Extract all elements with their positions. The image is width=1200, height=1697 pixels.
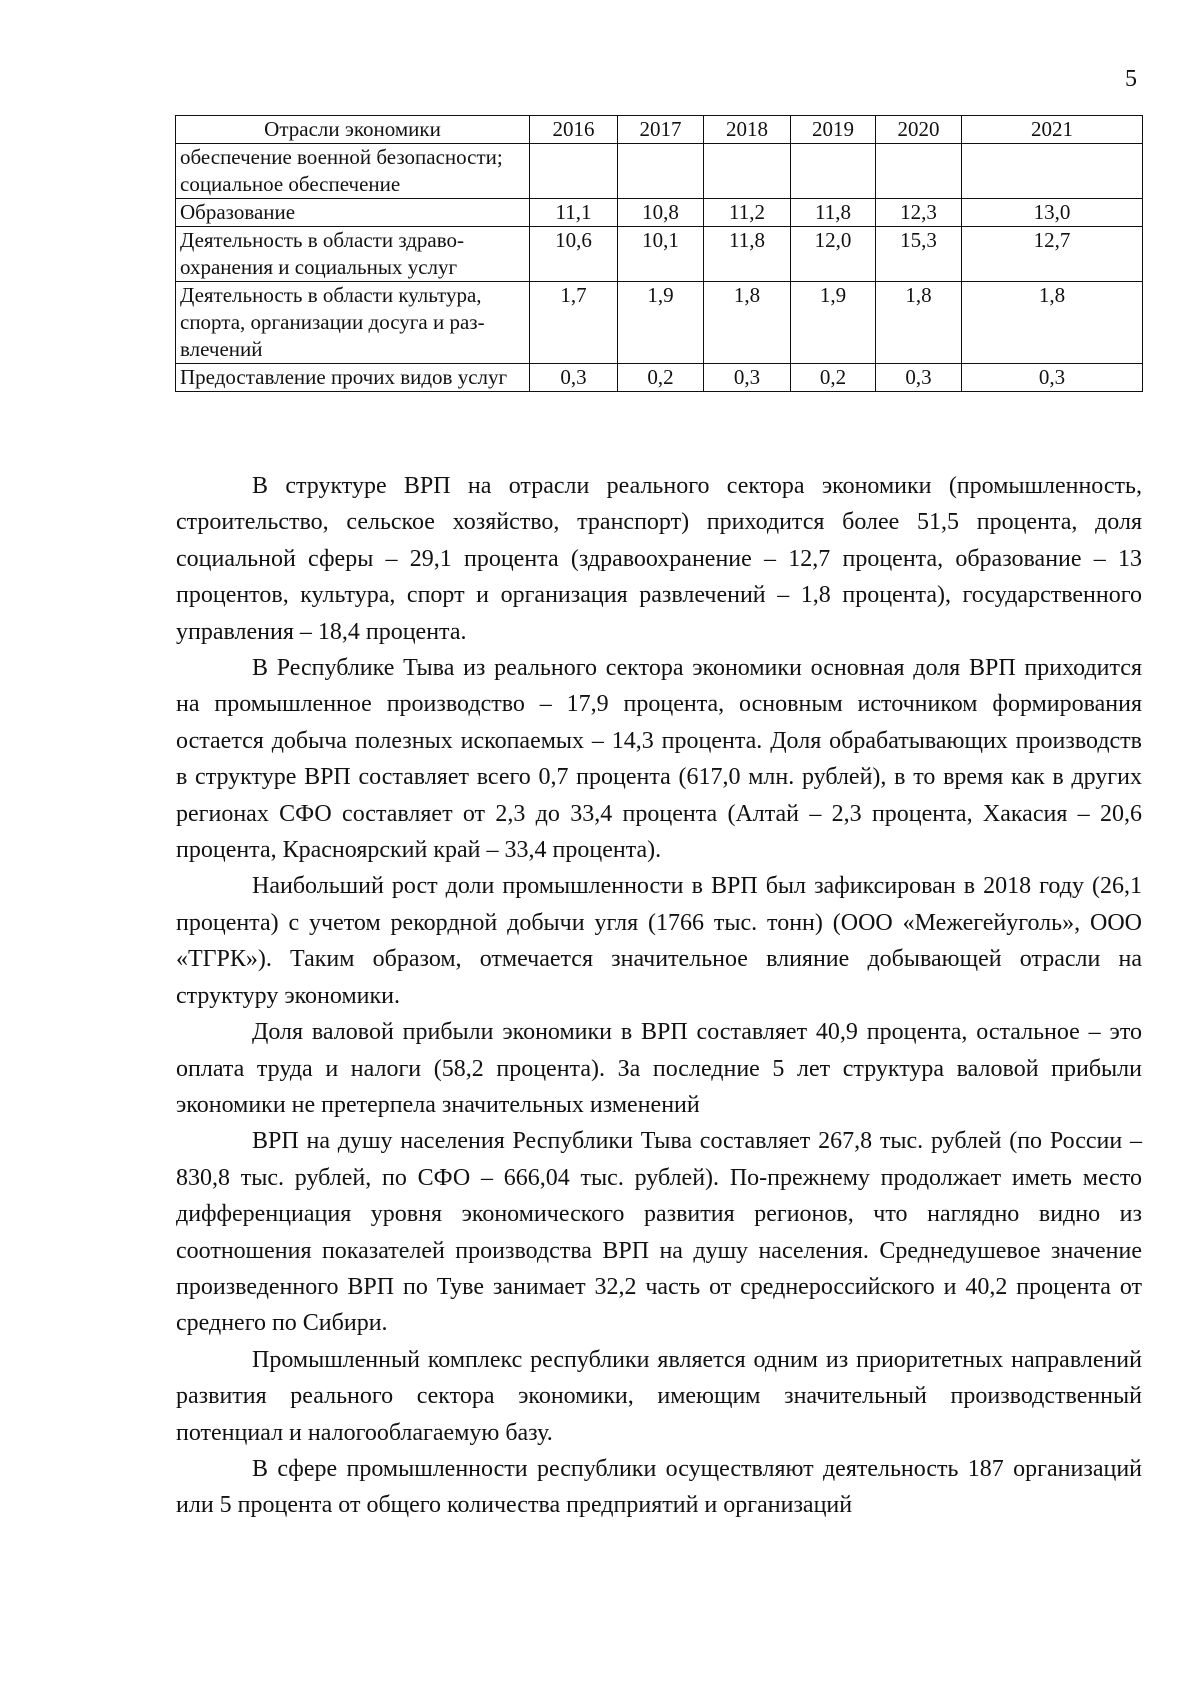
sector-share-table — [175, 115, 1143, 392]
cell-value: 13,0 — [962, 199, 1143, 227]
header-year: 2018 — [704, 116, 791, 144]
cell-value — [618, 144, 704, 199]
cell-value: 0,2 — [791, 364, 876, 392]
table-row — [176, 144, 1143, 199]
cell-value: 0,2 — [618, 364, 704, 392]
paragraph: Промышленный комплекс республики является одним из приоритетных направлений развития реального сектора экономики, имеющим значительный производственный потенциал и налогооблагаемую базу. — [176, 1346, 1142, 1446]
cell-value: 1,8 — [962, 282, 1143, 364]
header-year: 2019 — [791, 116, 876, 144]
cell-value: 0,3 — [876, 364, 962, 392]
paragraph: В сфере промышленности республики осуществляют деятельность 187 организаций или 5 процента от общего количества предприятий и организаций — [176, 1455, 1142, 1519]
row-label: обеспечение военной безопасности; социальное обеспечение — [176, 144, 530, 199]
header-year: 2020 — [876, 116, 962, 144]
header-year: 2016 — [530, 116, 618, 144]
paragraph: Наибольший рост доли промышленности в ВРП был зафиксирован в 2018 году (26,1 процента) с учетом рекордной добычи угля (1766 тыс. тонн) (ООО «Межегейуголь», ООО «ТГРК»). Таким образом, отмечается значительное влияние добывающей отрасли на структуру экономики. — [176, 873, 1142, 1009]
cell-value: 12,0 — [791, 227, 876, 282]
paragraph: ВРП на душу населения Республики Тыва составляет 267,8 тыс. рублей (по России – 830,8 тыс. рублей, по СФО – 666,04 тыс. рублей). По-прежнему продолжает иметь место дифференциация уровня экономического развития регионов, что наглядно видно из соотношения показателей производства ВРП на душу населения. Среднедушевое значение произведенного ВРП по Туве занимает 32,2 часть от среднероссийского и 40,2 процента от среднего по Сибири. — [176, 1128, 1142, 1337]
cell-value: 11,2 — [704, 199, 791, 227]
table-header-row — [176, 116, 1143, 144]
cell-value: 0,3 — [530, 364, 618, 392]
paragraph: Доля валовой прибыли экономики в ВРП составляет 40,9 процента, остальное – это оплата труда и налоги (58,2 процента). За последние 5 лет структура валовой прибыли экономики не претерпела значительных изменений — [176, 1019, 1142, 1118]
row-label: Деятельность в области здраво-охранения и социальных услуг — [176, 227, 530, 282]
page-number: 5 — [1125, 66, 1137, 92]
paragraph: В Республике Тыва из реального сектора экономики основная доля ВРП приходится на промышленное производство – 17,9 процента, основным источником формирования остается добыча полезных ископаемых – 14,3 процента. Доля обрабатывающих производств в структуре ВРП составляет всего 0,7 процента (617,0 млн. рублей), в то время как в других регионах СФО составляет от 2,3 до 33,4 процента (Алтай – 2,3 процента, Хакасия – 20,6 процента, Красноярский край – 33,4 процента). — [176, 655, 1142, 864]
table-row — [176, 282, 1143, 364]
cell-value — [704, 144, 791, 199]
cell-value: 10,6 — [530, 227, 618, 282]
header-sector: Отрасли экономики — [176, 116, 530, 144]
cell-value: 0,3 — [962, 364, 1143, 392]
cell-value: 15,3 — [876, 227, 962, 282]
cell-value: 1,9 — [618, 282, 704, 364]
table-row — [176, 364, 1143, 392]
paragraph: В структуре ВРП на отрасли реального сектора экономики (промышленность, строительство, сельское хозяйство, транспорт) приходится более 51,5 процента, доля социальной сферы – 29,1 процента (здравоохранение – 12,7 процента, образование – 13 процентов, культура, спорт и организация развлечений – 1,8 процента), государственного управления – 18,4 процента. — [176, 473, 1142, 645]
row-label: Предоставление прочих видов услуг — [176, 364, 530, 392]
cell-value: 12,3 — [876, 199, 962, 227]
cell-value: 11,8 — [704, 227, 791, 282]
cell-value: 10,8 — [618, 199, 704, 227]
cell-value — [962, 144, 1143, 199]
cell-value: 12,7 — [962, 227, 1143, 282]
cell-value — [791, 144, 876, 199]
cell-value: 1,7 — [530, 282, 618, 364]
cell-value: 11,1 — [530, 199, 618, 227]
cell-value — [876, 144, 962, 199]
table-row — [176, 227, 1143, 282]
cell-value: 1,9 — [791, 282, 876, 364]
row-label: Деятельность в области культура, спорта, организации досуга и раз-влечений — [176, 282, 530, 364]
table-row — [176, 199, 1143, 227]
body-text — [176, 468, 1142, 1524]
row-label: Образование — [176, 199, 530, 227]
header-year: 2017 — [618, 116, 704, 144]
cell-value: 10,1 — [618, 227, 704, 282]
cell-value: 11,8 — [791, 199, 876, 227]
cell-value: 1,8 — [876, 282, 962, 364]
header-year: 2021 — [962, 116, 1143, 144]
cell-value — [530, 144, 618, 199]
cell-value: 1,8 — [704, 282, 791, 364]
cell-value: 0,3 — [704, 364, 791, 392]
